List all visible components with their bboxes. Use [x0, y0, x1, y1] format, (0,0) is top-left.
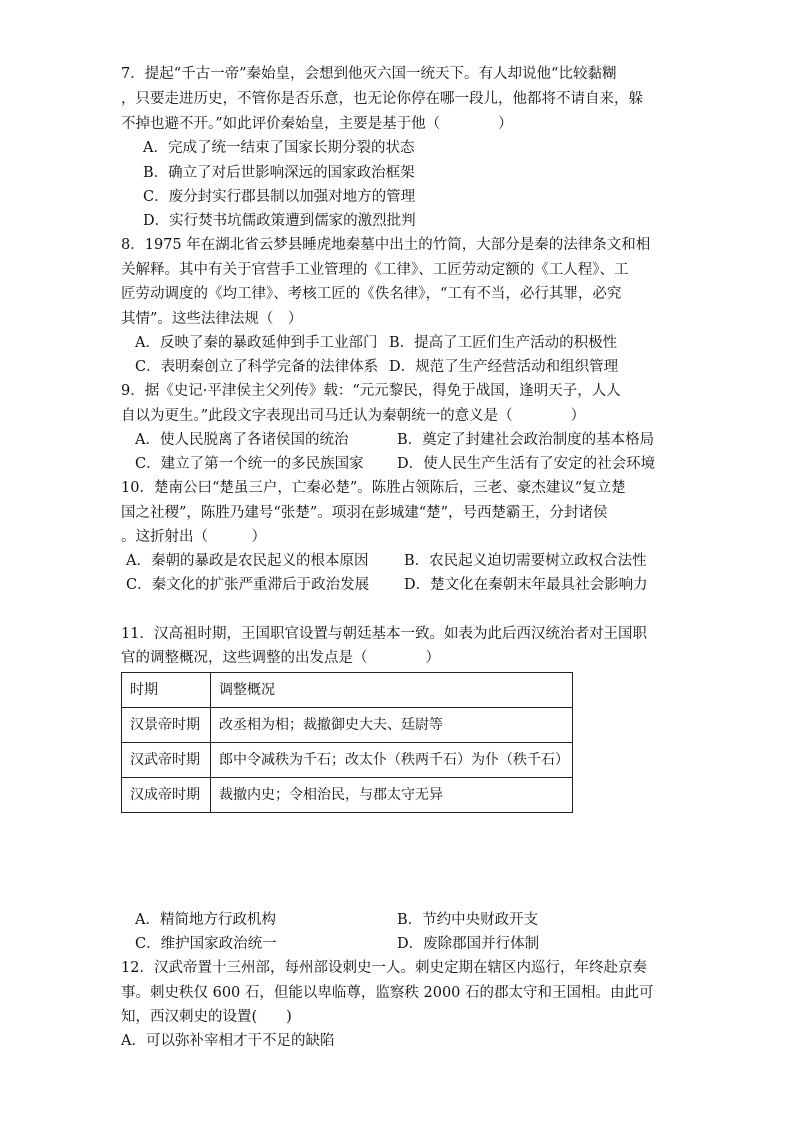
q12-stem-line-1: 12．汉武帝置十三州部，每州部设刺史一人。刺史定期在辖区内巡行，年终赴京奏: [121, 960, 647, 976]
q10-option-b: B．农民起义迫切需要树立政权合法性: [404, 553, 647, 569]
q12-option-a: A．可以弥补宰相才干不足的缺陷: [121, 1033, 335, 1049]
q11-stem-line-1: 11．汉高祖时期，王国职官设置与朝廷基本一致。如表为此后西汉统治者对王国职: [121, 626, 647, 642]
q11-option-d: D．废除郡国并行体制: [397, 936, 540, 952]
q10-stem-line-3: 。这折射出（ ）: [121, 529, 266, 545]
table-cell-summary: 裁撤内史；令相治民，与郡太守无异: [211, 778, 573, 813]
q12-stem-line-3: 知，西汉刺史的设置( ): [121, 1009, 292, 1025]
q10-stem-line-1: 10．楚南公曰“楚虽三户，亡秦必楚”。陈胜占领陈后，三老、豪杰建议“复立楚: [121, 480, 626, 496]
table-header-cell: 调整概况: [211, 673, 573, 708]
table-header-cell: 时期: [122, 673, 211, 708]
table-row: [122, 708, 573, 743]
q10-option-a: A．秦朝的暴政是农民起义的根本原因: [126, 553, 369, 569]
q7-option-b: B．确立了对后世影响深远的国家政治框架: [143, 165, 415, 181]
q9-stem-line-1: 9．据《史记·平津侯主父列传》载：“元元黎民，得免于战国，逢明天子，人人: [121, 383, 621, 399]
q8-option-c: C．表明秦创立了科学完备的法律体系: [135, 359, 379, 375]
q11-option-b: B．节约中央财政开支: [397, 912, 539, 928]
q9-stem-line-2: 自以为更生。”此段文字表现出司马迁认为秦朝统一的意义是（ ）: [121, 408, 586, 424]
q10-option-d: D．楚文化在秦朝末年最具社会影响力: [404, 577, 648, 593]
q7-stem-line-3: 不掉也避不开。”如此评价秦始皇，主要是基于他（ ）: [121, 116, 513, 132]
q10-stem-line-2: 国之社稷”，陈胜乃建号“张楚”。项羽在彭城建“楚”，号西楚霸王，分封诸侯: [121, 505, 608, 521]
q11-stem-line-2: 官的调整概况，这些调整的出发点是（ ）: [121, 650, 440, 666]
table-cell-summary: 郎中令减秩为千石；改太仆（秩两千石）为仆（秩千石）: [211, 743, 573, 778]
q7-option-c: C．废分封实行郡县制以加强对地方的管理: [143, 189, 416, 205]
q7-option-d: D．实行焚书坑儒政策遭到儒家的激烈批判: [143, 213, 416, 229]
q8-option-a: A．反映了秦的暴政延伸到手工业部门: [135, 335, 378, 351]
q11-option-a: A．精简地方行政机构: [135, 912, 276, 928]
q8-stem-line-2: 关解释。其中有关于官营手工业管理的《工律》、工匠劳动定额的《工人程》、工: [121, 262, 629, 278]
q9-option-b: B．奠定了封建社会政治制度的基本格局: [397, 432, 655, 448]
q7-stem-line-2: ，只要走进历史，不管你是否乐意，也无论你停在哪一段儿，他都将不请自来，躲: [121, 91, 643, 107]
q10-option-c: C．秦文化的扩张严重滞后于政治发展: [126, 577, 370, 593]
q9-option-a: A．使人民脱离了各诸侯国的统治: [135, 432, 349, 448]
table-cell-period: 汉景帝时期: [122, 708, 211, 743]
q8-stem-line-3: 匠劳动调度的《均工律》、考核工匠的《佚名律》，“工有不当，必行其罪，必究: [121, 286, 622, 302]
table-row: [122, 778, 573, 813]
q9-option-c: C．建立了第一个统一的多民族国家: [135, 456, 364, 472]
q12-stem-line-2: 事。刺史秩仅 600 石，但能以卑临尊，监察秩 2000 石的郡太守和王国相。由此可: [121, 985, 654, 1001]
table-cell-period: 汉成帝时期: [122, 778, 211, 813]
q8-stem-line-1: 8．1975 年在湖北省云梦县睡虎地秦墓中出土的竹简，大部分是秦的法律条文和相: [121, 237, 651, 253]
table-row: [122, 743, 573, 778]
table-cell-period: 汉武帝时期: [122, 743, 211, 778]
q8-stem-line-4: 其情”。这些法律法规（ ）: [121, 311, 303, 327]
table-header-row: [122, 673, 573, 708]
q7-option-a: A．完成了统一结束了国家长期分裂的状态: [143, 140, 415, 156]
q11-table: [121, 672, 573, 813]
q9-option-d: D．使人民生产生活有了安定的社会环境: [397, 456, 656, 472]
table-cell-summary: 改丞相为相；裁撤御史大夫、廷尉等: [211, 708, 573, 743]
q7-stem-line-1: 7．提起“千古一帝”秦始皇，会想到他灭六国一统天下。有人却说他“比较黏糊: [121, 66, 617, 82]
q11-option-c: C．维护国家政治统一: [135, 936, 277, 952]
q8-option-d: D．规范了生产经营活动和组织管理: [389, 359, 619, 375]
q8-option-b: B．提高了工匠们生产活动的积极性: [389, 335, 618, 351]
